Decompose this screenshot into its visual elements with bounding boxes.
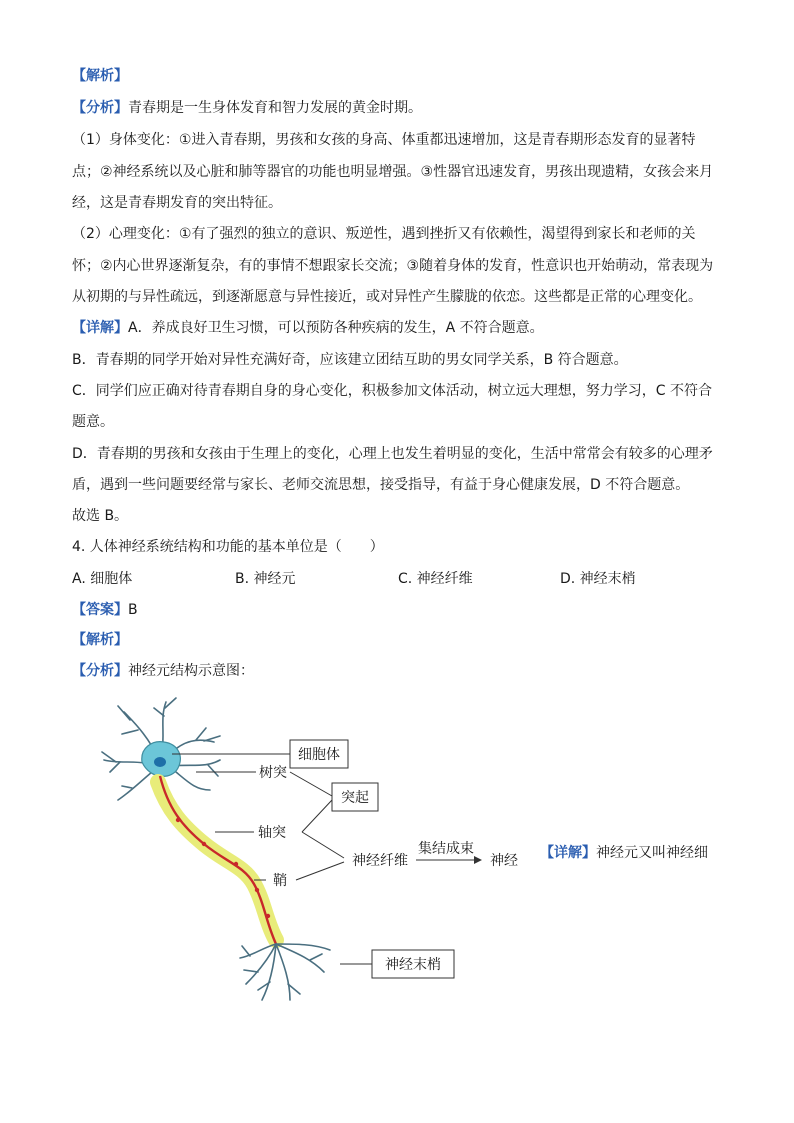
conclusion: 故选 B。 (72, 508, 129, 524)
label-dendrite: 树突 (259, 765, 287, 781)
option-b: B. 神经元 (235, 571, 296, 587)
label-process: 突起 (341, 790, 369, 806)
q4-detail-line: 【详解】神经元又叫神经细 (540, 845, 708, 861)
nerve-ending-branches (240, 944, 330, 1000)
label-cell-body: 细胞体 (298, 747, 340, 763)
detail-b: B．青春期的同学开始对异性充满好奇，应该建立团结互助的男女同学关系，B 符合题意。 (72, 352, 628, 368)
body-change-line2: 点；②神经系统以及心脏和肺等器官的功能也明显增强。③性器官迅速发育，男孩出现遗精，女孩会来月 (72, 164, 714, 180)
detail-d-line2: 盾，遇到一些问题要经常与家长、老师交流思想，接受指导，有益于身心健康发展，D 不符合题意。 (72, 477, 690, 493)
analysis-heading: 【解析】 (72, 68, 128, 84)
body-change-line3: 经，这是青春期发育的突出特征。 (72, 195, 282, 211)
label-nerve-fiber: 神经纤维 (352, 853, 408, 869)
arrow-head-icon (474, 856, 482, 864)
option-a: A. 细胞体 (72, 571, 133, 587)
mind-change-line2: 怀；②内心世界逐渐复杂，有的事情不想跟家长交流；③随着身体的发育，性意识也开始萌动，常表现为 (72, 258, 714, 274)
myelin-sheath (158, 782, 276, 940)
answer-line: 【答案】B (72, 602, 138, 618)
option-d: D. 神经末梢 (560, 571, 636, 587)
label-nerve: 神经 (490, 853, 518, 869)
label-nerve-ending: 神经末梢 (385, 957, 441, 973)
detail-d-line1: D．青春期的男孩和女孩由于生理上的变化，心理上也发生着明显的变化，生活中常常会有较多的心理矛 (72, 446, 713, 462)
detail-a: 【详解】A．养成良好卫生习惯，可以预防各种疾病的发生，A 不符合题意。 (72, 320, 544, 336)
q4-analysis-heading: 【解析】 (72, 632, 128, 648)
body-change-line1: （1）身体变化：①进入青春期，男孩和女孩的身高、体重都迅速增加，这是青春期形态发育的显著特 (72, 132, 696, 148)
analysis-intro: 【分析】青春期是一生身体发育和智力发展的黄金时期。 (72, 100, 422, 116)
mind-change-line1: （2）心理变化：①有了强烈的独立的意识、叛逆性，遇到挫折又有依赖性，渴望得到家长和老师的关 (72, 226, 696, 242)
question-4-stem: 4. 人体神经系统结构和功能的基本单位是（ ） (72, 539, 384, 555)
detail-c-line1: C．同学们应正确对待青春期自身的身心变化，积极参加文体活动，树立远大理想，努力学习，C 不符合 (72, 383, 712, 399)
nucleus (154, 757, 166, 767)
label-axon: 轴突 (258, 825, 286, 841)
detail-c-line2: 题意。 (72, 414, 114, 430)
label-bundle: 集结成束 (418, 841, 474, 857)
q4-analysis-intro: 【分析】神经元结构示意图： (72, 663, 254, 679)
option-c: C. 神经纤维 (398, 571, 473, 587)
label-sheath: 鞘 (273, 873, 287, 889)
mind-change-line3: 从初期的与异性疏远，到逐渐愿意与异性接近，或对异性产生朦胧的依恋。这些都是正常的心理变化。 (72, 289, 702, 305)
